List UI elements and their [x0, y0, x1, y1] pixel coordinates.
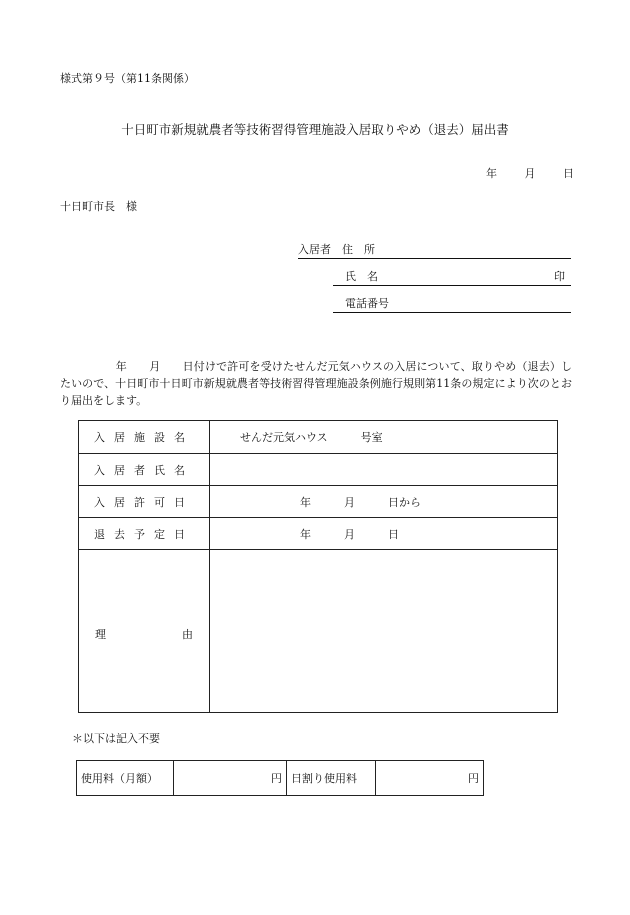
permit-date-label: 入居許可日 — [79, 486, 210, 518]
reason-label-second: 由 — [182, 628, 193, 641]
facility-value[interactable]: せんだ元気ハウス 号室 — [210, 421, 558, 454]
daily-fee-value[interactable]: 円 — [376, 761, 484, 796]
addressee: 十日町市長 様 — [60, 200, 137, 213]
reason-value[interactable] — [210, 550, 558, 713]
seal-mark: 印 — [554, 270, 565, 283]
monthly-fee-value[interactable]: 円 — [174, 761, 287, 796]
note-text: ＊以下は記入不要 — [72, 732, 160, 745]
resident-name-value[interactable] — [210, 454, 558, 486]
name-field[interactable] — [333, 269, 571, 286]
daily-fee-label: 日割り使用料 — [287, 761, 376, 796]
address-label-text: 住 所 — [342, 243, 375, 256]
fee-table — [76, 760, 484, 796]
phone-field[interactable] — [333, 296, 571, 313]
address-label — [298, 241, 375, 257]
date-month: 月 — [524, 167, 536, 180]
document-title: 十日町市新規就農者等技術習得管理施設入居取りやめ（退去）届出書 — [121, 122, 509, 137]
submission-date — [462, 165, 574, 181]
address-field[interactable] — [298, 242, 571, 259]
reason-label-first: 理 — [95, 628, 106, 641]
resident-label: 入居者 — [298, 243, 331, 256]
facility-label: 入居施設名 — [79, 421, 210, 454]
declaration-text: 年 月 日付けで許可を受けたせんだ元気ハウスの入居について、取りやめ（退去）したいので、十日町市十日町市新規就農者等技術習得管理施設条例施行規則第11条の規定により次のとおり届出をします。 — [60, 360, 572, 407]
name-label: 氏 名 — [345, 270, 378, 283]
exit-date-label: 退去予定日 — [79, 518, 210, 550]
table-row — [79, 518, 558, 550]
form-number: 様式第９号（第11条関係） — [60, 72, 195, 85]
table-row — [79, 550, 558, 713]
phone-label: 電話番号 — [345, 297, 389, 310]
monthly-fee-label: 使用料（月額） — [77, 761, 174, 796]
table-row — [79, 421, 558, 454]
details-table — [78, 420, 558, 713]
date-year: 年 — [486, 167, 497, 180]
reason-label — [79, 550, 210, 713]
exit-date-value[interactable]: 年 月 日 — [210, 518, 558, 550]
table-row — [79, 454, 558, 486]
table-row — [79, 486, 558, 518]
table-row — [77, 761, 484, 796]
date-day: 日 — [563, 167, 574, 180]
resident-name-label: 入居者氏名 — [79, 454, 210, 486]
permit-date-value[interactable]: 年 月 日から — [210, 486, 558, 518]
